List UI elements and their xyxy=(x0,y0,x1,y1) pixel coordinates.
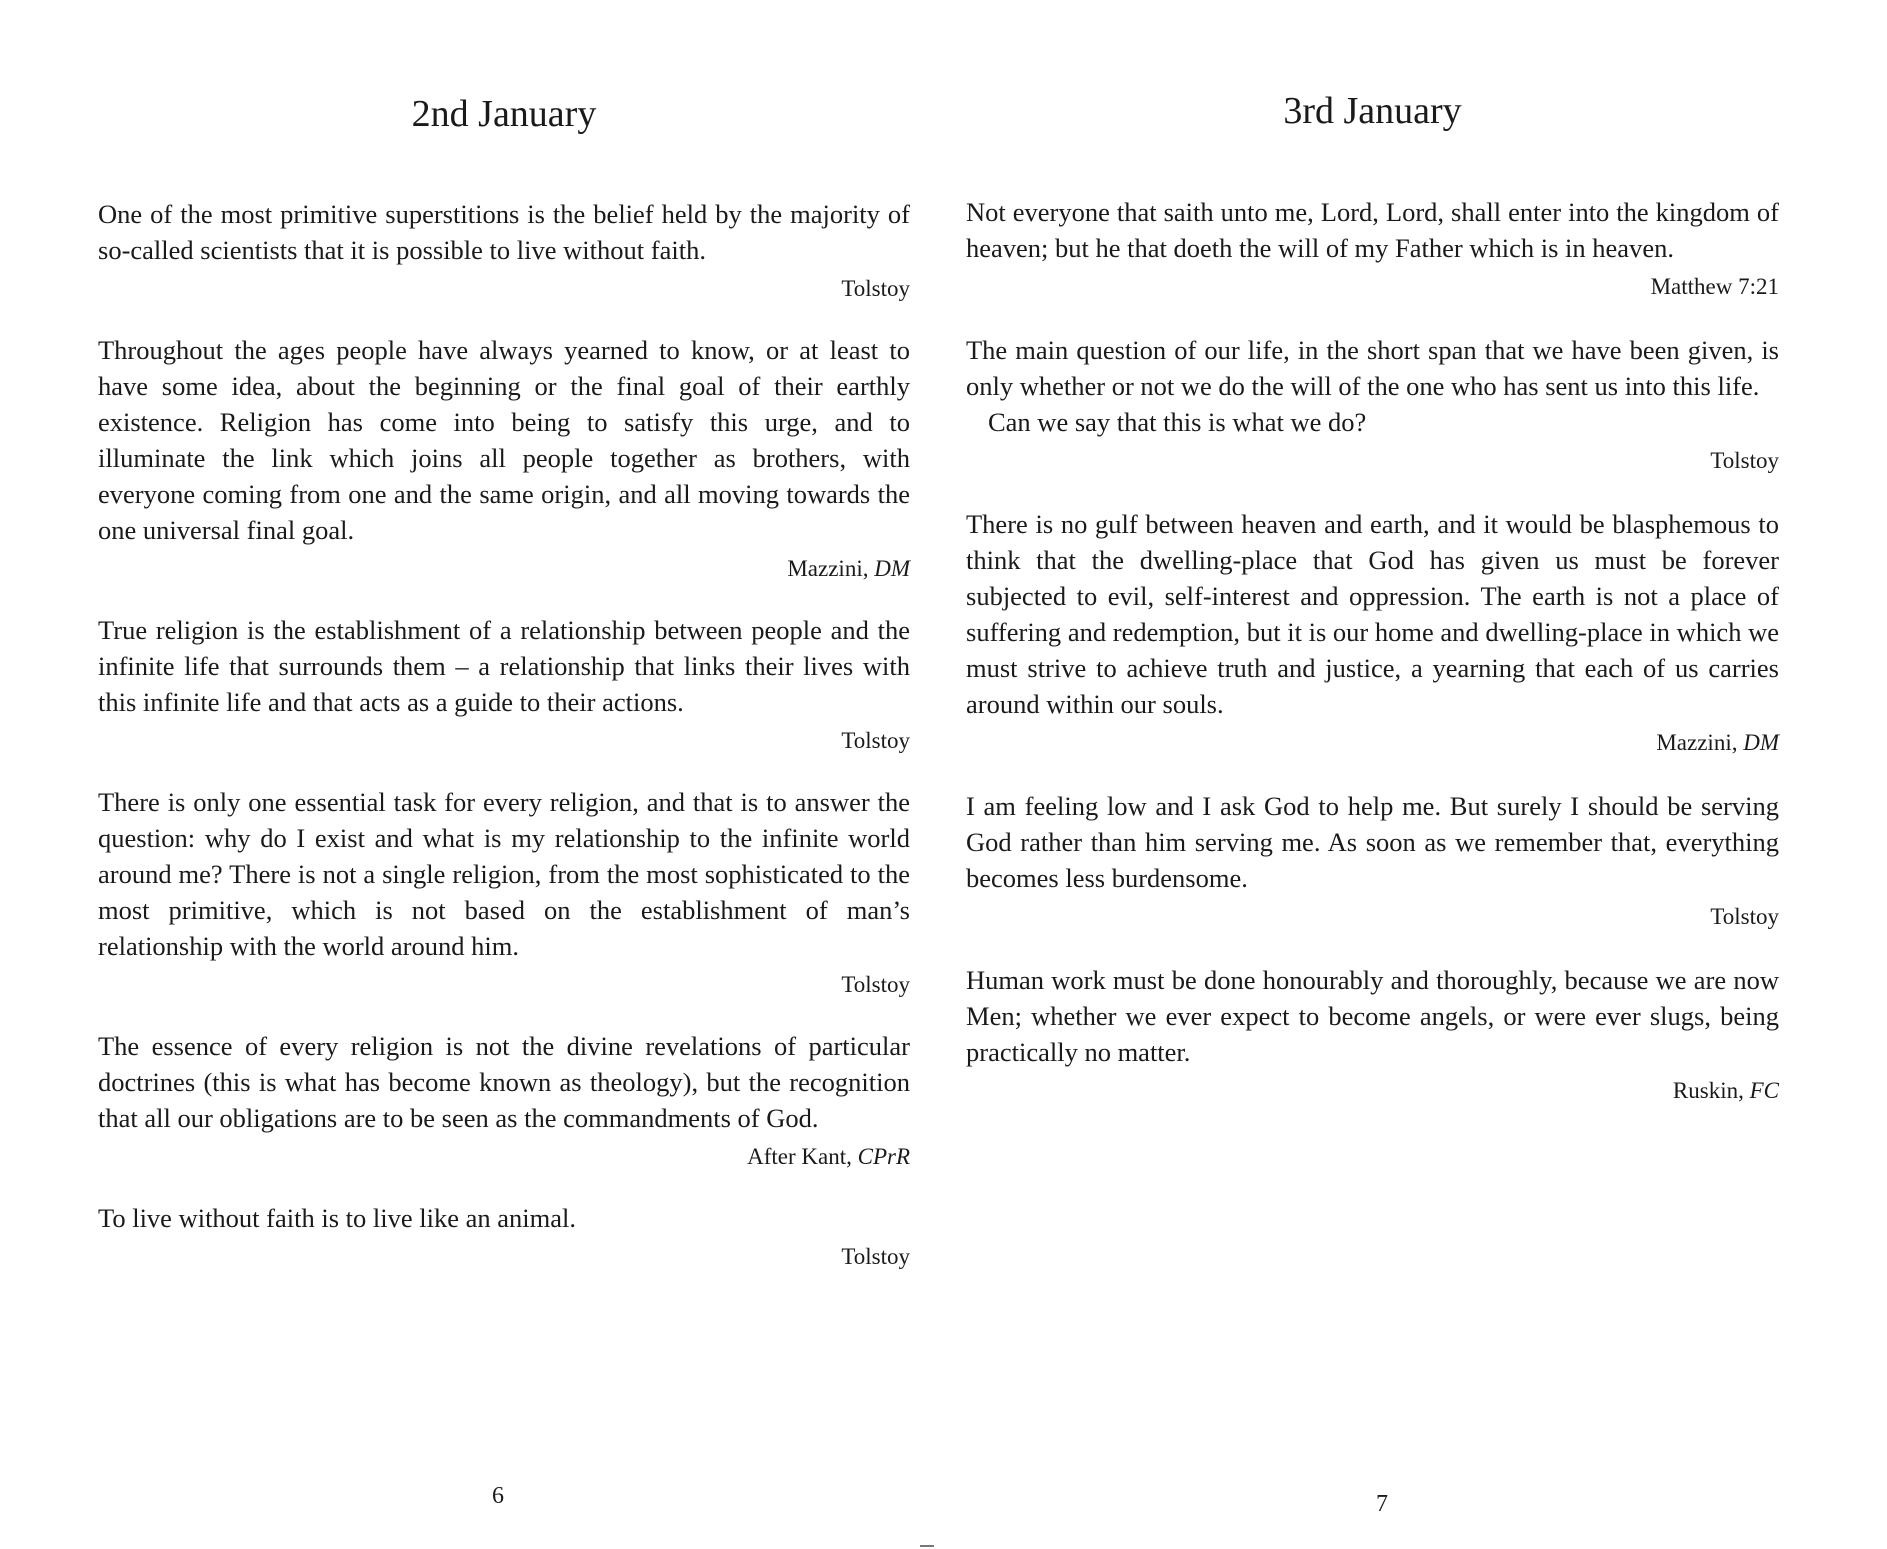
attribution-work: DM xyxy=(1743,730,1779,755)
quote-entry xyxy=(966,506,1779,758)
quote-entry xyxy=(966,962,1779,1106)
quote-entry xyxy=(98,1028,910,1172)
page-number: 6 xyxy=(492,1483,504,1509)
quote-text: Can we say that this is what we do? xyxy=(988,407,1367,437)
quote-text: Human work must be done honourably and thoroughly, because we are now Men; whether we ever expect to become angels, or were ever slugs, being practically no matter. xyxy=(966,965,1779,1067)
gutter-mark xyxy=(920,1545,934,1547)
entries-list xyxy=(966,194,1779,1106)
attribution-author: Mazzini, xyxy=(787,556,875,581)
quote-entry xyxy=(98,1200,910,1272)
attribution xyxy=(98,1242,910,1272)
entries-list xyxy=(98,196,910,1272)
quote-entry xyxy=(98,784,910,1000)
attribution-author: Mazzini, xyxy=(1656,730,1744,755)
quote-text: To live without faith is to live like an animal. xyxy=(98,1203,576,1233)
attribution xyxy=(966,728,1779,758)
quote-entry xyxy=(98,196,910,304)
page-heading: 3rd January xyxy=(1283,90,1462,132)
quote-text: The main question of our life, in the short span that we have been given, is only whether or not we do the will of the one who has sent us into this life. xyxy=(966,335,1779,401)
left-page xyxy=(98,0,910,1549)
quote-entry xyxy=(966,788,1779,932)
attribution-author: After Kant, xyxy=(747,1144,858,1169)
quote-text: One of the most primitive superstitions is the belief held by the majority of so-called scientists that it is possible to live without faith. xyxy=(98,199,910,265)
page-number: 7 xyxy=(1376,1491,1388,1517)
attribution xyxy=(966,1076,1779,1106)
attribution xyxy=(98,970,910,1000)
attribution-author: Matthew 7:21 xyxy=(1650,274,1779,299)
attribution-author: Tolstoy xyxy=(841,972,910,997)
attribution-author: Tolstoy xyxy=(1710,448,1779,473)
attribution-author: Tolstoy xyxy=(1710,904,1779,929)
quote-entry xyxy=(98,612,910,756)
quote-text: There is no gulf between heaven and earth, and it would be blasphemous to think that the dwelling-place that God has given us must be forever subjected to evil, self-interest and oppression. The earth is not a place of suffering and redemption, but it is our home and dwelling-place in which we must strive to achieve truth and justice, a yearning that each of us carries around within our souls. xyxy=(966,509,1779,719)
quote-text: The essence of every religion is not the divine revelations of particular doctrines (this is what has become known as theology), but the recognition that all our obligations are to be seen as the commandments of God. xyxy=(98,1031,910,1133)
attribution-author: Tolstoy xyxy=(841,276,910,301)
quote-entry xyxy=(98,332,910,584)
page-heading: 2nd January xyxy=(411,93,597,135)
attribution-author: Ruskin, xyxy=(1672,1078,1750,1103)
attribution xyxy=(98,554,910,584)
quote-text: True religion is the establishment of a relationship between people and the infinite life that surrounds them – a relationship that links their lives with this infinite life and that acts as a guide to their actions. xyxy=(98,615,910,717)
right-page xyxy=(966,0,1779,1549)
attribution xyxy=(98,726,910,756)
quote-text: There is only one essential task for every religion, and that is to answer the question: why do I exist and what is my relationship to the infinite world around me? There is not a single religion, from the most sophisticated to the most primitive, which is not based on the establishment of man’s relationship with the world around him. xyxy=(98,787,910,961)
attribution-author: Tolstoy xyxy=(841,728,910,753)
attribution xyxy=(98,274,910,304)
attribution-work: FC xyxy=(1749,1078,1779,1103)
attribution-work: CPrR xyxy=(857,1144,910,1169)
attribution xyxy=(966,902,1779,932)
attribution xyxy=(98,1142,910,1172)
quote-entry xyxy=(966,194,1779,302)
attribution xyxy=(966,446,1779,476)
quote-text: I am feeling low and I ask God to help me. But surely I should be serving God rather than him serving me. As soon as we remember that, everything becomes less burdensome. xyxy=(966,791,1779,893)
attribution xyxy=(966,272,1779,302)
attribution-work: DM xyxy=(874,556,910,581)
quote-text: Not everyone that saith unto me, Lord, Lord, shall enter into the kingdom of heaven; but he that doeth the will of my Father which is in heaven. xyxy=(966,197,1779,263)
quote-entry xyxy=(966,332,1779,476)
attribution-author: Tolstoy xyxy=(841,1244,910,1269)
quote-text: Throughout the ages people have always yearned to know, or at least to have some idea, about the beginning or the final goal of their earthly existence. Religion has come into being to satisfy this urge, and to illuminate the link which joins all people together as brothers, with everyone coming from one and the same origin, and all moving towards the one universal final goal. xyxy=(98,335,910,545)
